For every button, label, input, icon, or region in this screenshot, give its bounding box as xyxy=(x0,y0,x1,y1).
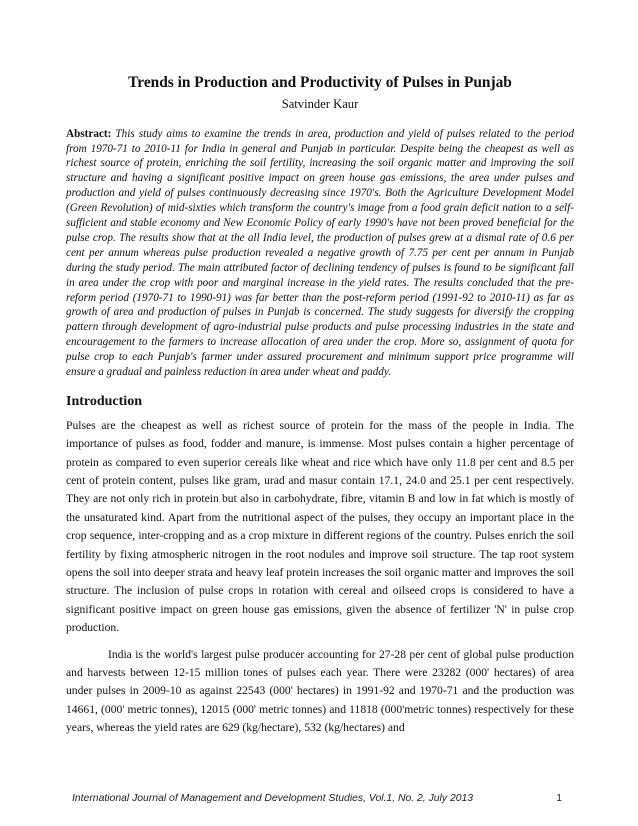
introduction-paragraph-2: India is the world's largest pulse producer accounting for 27-28 per cent of global pulse production and harvests between 12-15 million tones of pulses each year. There were 23282 (000' hectares) of area under pulses in 2009-10 as against 22543 (000' hectares) in 1991-92 and 1970-71 and the production was 14661, (000' metric tonnes), 12015 (000' metric tonnes) and 11818 (000'metric tonnes) respectively for these years, whereas the yield rates are 629 (kg/hectare), 532 (kg/hectares) and xyxy=(66,647,574,735)
journal-citation: International Journal of Management and Development Studies, Vol.1, No. 2, July 2013 xyxy=(72,793,474,804)
paper-page xyxy=(66,74,574,738)
introduction-paragraph-1: Pulses are the cheapest as well as richest source of protein for the mass of the people in India. The importance of pulses as food, fodder and manure, is immense. Most pulses contain a higher percentage of protein as compared to even superior cereals like wheat and rice which have only 11.8 per cent and 8.5 per cent of protein content, pulses like gram, urad and masur contain 17.1, 24.0 and 25.1 per cent respectively. They are not only rich in protein but also in carbohydrate, fibre, vitamin B and low in fat which is mostly of the unsaturated kind. Apart from the nutritional aspect of the pulses, they occupy an important place in the crop sequence, inter-cropping and as a crop mixture in different regions of the country. Pulses enrich the soil fertility by fixing atmospheric nitrogen in the root nodules and improve soil structure. The tap root system opens the soil into deeper strata and heavy leaf protein increases the soil organic matter and improves the soil structure. The inclusion of pulse crops in rotation with cereal and oilseed crops is considered to have a significant positive impact on green house gas emissions, given the absence of fertilizer 'N' in pulse crop production. xyxy=(66,418,574,635)
abstract-text: This study aims to examine the trends in area, production and yield of pulses related to the period from 1970-71 to 2010-11 for India in general and Punjab in particular. Despite being the cheapest as well as richest source of protein, enriching the soil fertility, increasing the soil organic matter and improving the soil structure and having a significant positive impact on green house gas emissions, the area under pulses and production and yield of pulses continuously decreasing since 1970's. Both the Agriculture Development Model (Green Revolution) of mid-sixties which transform the country's image from a food grain deficit nation to a self-sufficient and stable economy and New Economic Policy of early 1990's have not been proved beneficial for the pulse crop. The results show that at the all India level, the production of pulses grew at a dismal rate of 0.6 per cent per annum whereas pulse production revealed a negative growth of 7.75 per cent per annum in Punjab during the study period. The main attributed factor of declining tendency of pulses is found to be significant fall in area under the crop with poor and marginal increase in the yield rates. The results concluded that the pre-reform period (1970-71 to 1990-91) was far better than the post-reform period (1991-92 to 2010-11) as far as growth of area and production of pulses in Punjab is concerned. The study suggests for diversify the cropping pattern through development of agro-industrial pulse products and pulse processing industries in the state and encouragement to the farmers to increase allocation of area under the crop. More so, assignment of quota for pulse crop to each Punjab's farmer under assured procurement and minimum support price programme will ensure a gradual and painless reduction in area under wheat and paddy. xyxy=(66,127,574,379)
abstract xyxy=(66,127,574,380)
paper-title: Trends in Production and Productivity of Pulses in Punjab xyxy=(128,74,512,91)
page-footer xyxy=(72,793,562,804)
page-number: 1 xyxy=(556,793,562,804)
introduction-heading: Introduction xyxy=(66,394,142,409)
author-name: Satvinder Kaur xyxy=(281,97,359,112)
abstract-label: Abstract: xyxy=(66,127,112,140)
